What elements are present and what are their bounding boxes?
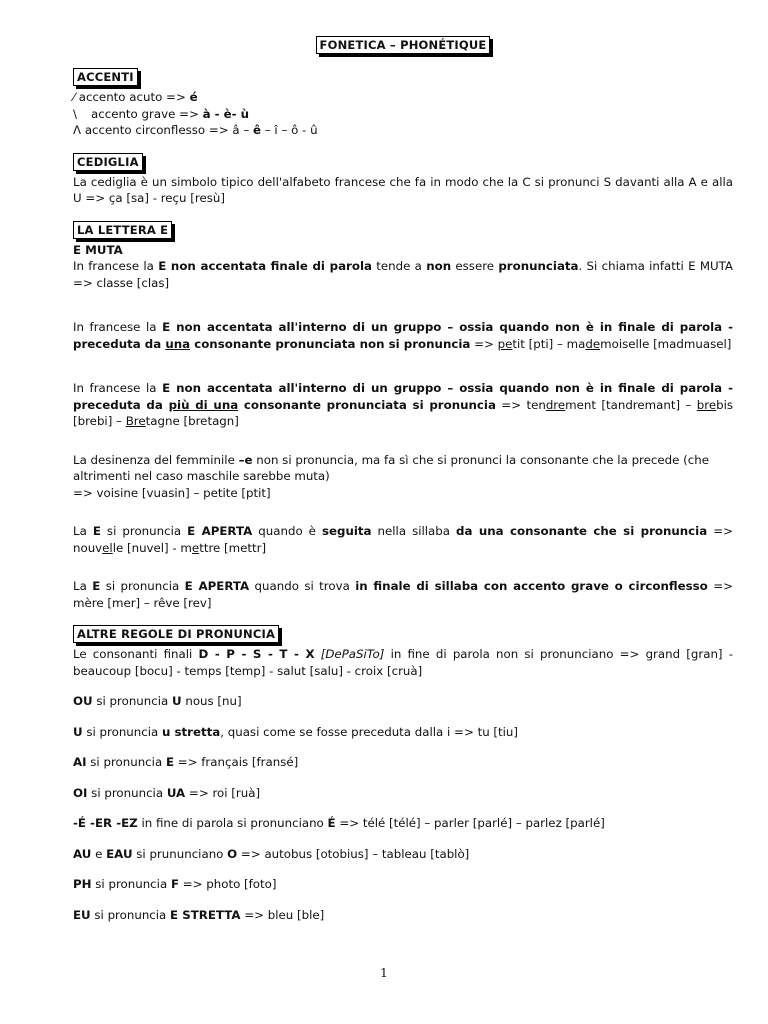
heading-lettera-e: LA LETTERA E [73, 221, 172, 239]
circumflex-mark: Λ [73, 123, 82, 137]
grave-mark: \ [73, 106, 77, 121]
rule-e-er-ez: -É -ER -EZ in fine di parola si pronunciano É => télé [télé] – parler [parlé] – parlez [parlé] [73, 816, 605, 830]
rule-au-eau: AU e EAU si prununciano O => autobus [otobius] – tableau [tablò] [73, 846, 470, 861]
e-muta-paragraph-3: In francese la E non accentata all'interno di un gruppo – ossia quando non è in finale di parola - preceduta da più di una consonante pronunciata si pronuncia => tendrement [tandremant] – brebis [brebi] – Bretagne [bretagn] [73, 381, 733, 428]
femminile-example: => voisine [vuasin] – petite [ptit] [73, 485, 271, 500]
femminile-paragraph: La desinenza del femminile –e non si pronuncia, ma fa sì che si pronunci la consonante che la precede (che altrimenti nel caso maschile sarebbe muta) [73, 452, 709, 483]
accento-circonflesso-line: Λ accento circonflesso => â – ê – î – ô - û [73, 123, 318, 137]
document-page [73, 36, 733, 923]
rule-oi: OI si pronuncia UA => roi [ruà] [73, 785, 261, 800]
e-aperta-paragraph-2: La E si pronuncia E APERTA quando si trova in finale di sillaba con accento grave o circonflesso => mère [mer] – rêve [rev] [73, 579, 733, 610]
section-heading-altre-regole [73, 625, 733, 643]
acute-mark: ⁄ [73, 90, 75, 104]
heading-accenti: ACCENTI [73, 68, 138, 86]
section-heading-accenti [73, 68, 733, 86]
e-aperta-paragraph-1: La E si pronuncia E APERTA quando è seguita nella sillaba da una consonante che si pronuncia => nouvelle [nuvel] - mettre [mettr] [73, 524, 733, 555]
accento-acuto-line: ⁄ accento acuto => é [73, 90, 198, 104]
e-muta-paragraph-1: In francese la E non accentata finale di parola tende a non essere pronunciata. Si chiama infatti E MUTA => classe [clas] [73, 259, 733, 290]
rule-ou: OU si pronuncia U nous [nu] [73, 694, 242, 708]
accento-grave-line: \ accento grave => à - è- ù [73, 106, 250, 121]
rule-ph: PH si pronuncia F => photo [foto] [73, 877, 277, 891]
page-title: FONETICA – PHONÉTIQUE [316, 36, 491, 54]
page-number: 1 [380, 966, 388, 980]
cediglia-paragraph: La cediglia è un simbolo tipico dell'alfabeto francese che fa in modo che la C si pronunci S davanti alla A e alla U => ça [sa] - reçu [resù] [73, 174, 733, 205]
section-heading-cediglia [73, 153, 733, 171]
rule-u: U si pronuncia u stretta, quasi come se fosse preceduta dalla i => tu [tiu] [73, 724, 519, 739]
section-heading-lettera-e [73, 221, 733, 239]
rule-ai: AI si pronuncia E => français [fransé] [73, 755, 299, 769]
rule-eu: EU si pronuncia E STRETTA => bleu [ble] [73, 907, 325, 922]
title-wrap [73, 36, 733, 54]
consonanti-finali-paragraph: Le consonanti finali D - P - S - T - X [DePaSiTo] in fine di parola non si pronunciano => grand [gran] - beaucoup [bocu] - temps [temp] - salut [salu] - croix [cruà] [73, 647, 733, 678]
e-muta-paragraph-2: In francese la E non accentata all'interno di un gruppo – ossia quando non è in finale di parola - preceduta da una consonante pronunciata non si pronuncia => petit [pti] – mademoiselle [madmuasel] [73, 320, 733, 351]
heading-altre-regole: ALTRE REGOLE DI PRONUNCIA [73, 625, 279, 643]
heading-cediglia: CEDIGLIA [73, 153, 143, 171]
subheading-e-muta: E MUTA [73, 242, 123, 257]
